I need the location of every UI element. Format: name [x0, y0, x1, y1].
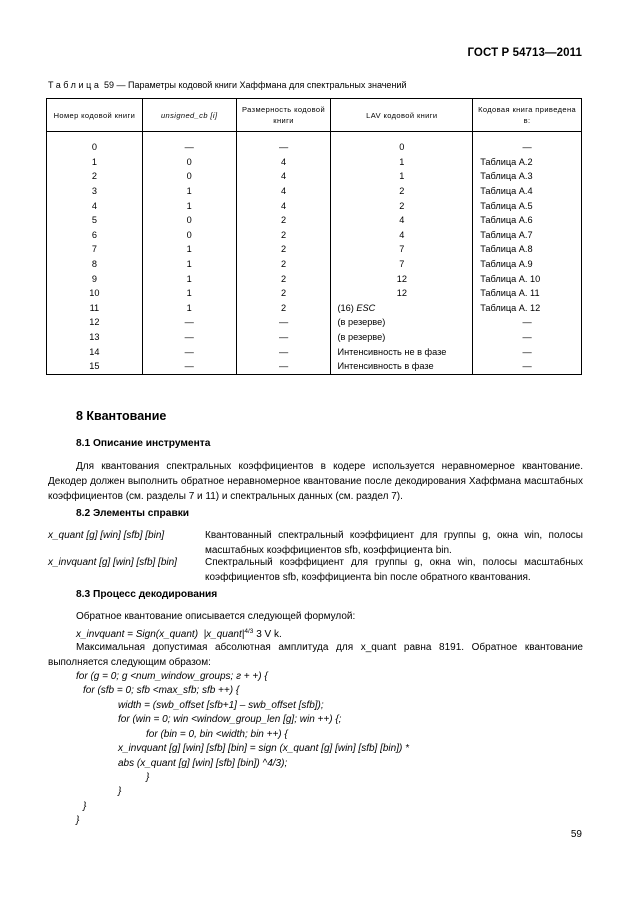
cell-lav: (в резерве) — [331, 315, 473, 330]
cell-unsigned-cb: 1 — [142, 301, 236, 316]
cell-lav: (в резерве) — [331, 330, 473, 345]
table-row — [47, 155, 582, 170]
table-row — [47, 198, 582, 213]
cell-unsigned-cb: 1 — [142, 184, 236, 199]
cell-unsigned-cb: — — [142, 359, 236, 374]
code-line: } — [83, 801, 87, 812]
cell-reference: Таблица А.4 — [473, 184, 582, 199]
cell-reference: Таблица А.7 — [473, 228, 582, 243]
cell-codebook-number: 11 — [47, 301, 143, 316]
table-caption — [48, 80, 406, 90]
cell-unsigned-cb: 0 — [142, 228, 236, 243]
esc-label: ESC — [356, 302, 376, 313]
section-8-3-title: 8.3 Процесс декодирования — [76, 589, 218, 600]
section-8-3-text: Максимальная допустимая абсолютная амплитуда для x_quant равна 8191. Обратное квантование выполняется следующим образом: — [48, 642, 583, 668]
cell-unsigned-cb: — — [142, 315, 236, 330]
definition-desc: Квантованный спектральный коэффициент для группы g, окна win, полосы масштабных коэффициентов sfb, коэффициента bin. — [205, 530, 583, 556]
cell-lav: 1 — [331, 155, 473, 170]
cell-dimension: 4 — [236, 155, 331, 170]
table-row — [47, 286, 582, 301]
code-line: x_invquant [g] [win] [sfb] [bin] = sign (x_quant [g] [win] [sfb] [bin]) * — [118, 743, 409, 754]
cell-lav: 12 — [331, 271, 473, 286]
cell-lav: 12 — [331, 286, 473, 301]
cell-unsigned-cb: 0 — [142, 213, 236, 228]
standard-number: ГОСТ Р 54713—2011 — [467, 47, 582, 59]
cell-lav: 7 — [331, 257, 473, 272]
cell-codebook-number: 8 — [47, 257, 143, 272]
cell-lav: 2 — [331, 198, 473, 213]
table-row — [47, 315, 582, 330]
cell-reference: Таблица А. 10 — [473, 271, 582, 286]
table-header-row — [47, 99, 582, 132]
table-row — [47, 213, 582, 228]
code-line: for (bin = 0, bin <width; bin ++) { — [146, 729, 288, 740]
cell-reference: Таблица А.6 — [473, 213, 582, 228]
cell-dimension: 2 — [236, 301, 331, 316]
cell-codebook-number: 3 — [47, 184, 143, 199]
cell-dimension: 2 — [236, 286, 331, 301]
code-line: width = (swb_offset [sfb+1] – swb_offset [sfb]); — [118, 700, 324, 711]
cell-unsigned-cb: 0 — [142, 169, 236, 184]
section-8-2-title: 8.2 Элементы справки — [76, 508, 190, 519]
cell-lav: 7 — [331, 242, 473, 257]
cell-unsigned-cb: 1 — [142, 198, 236, 213]
table-caption-text: 59 — Параметры кодовой книги Хаффмана для спектральных значений — [101, 80, 407, 90]
cell-codebook-number: 15 — [47, 359, 143, 374]
cell-lav: 4 — [331, 213, 473, 228]
cell-unsigned-cb: 0 — [142, 155, 236, 170]
cell-dimension: — — [236, 344, 331, 359]
table-row — [47, 359, 582, 374]
cell-unsigned-cb: 1 — [142, 257, 236, 272]
section-8-1-title: 8.1 Описание инструмента — [76, 438, 211, 449]
cell-codebook-number: 12 — [47, 315, 143, 330]
cell-unsigned-cb: — — [142, 140, 236, 155]
cell-dimension: 2 — [236, 213, 331, 228]
cell-dimension: 2 — [236, 257, 331, 272]
code-line: } — [146, 772, 150, 783]
cell-dimension: 4 — [236, 169, 331, 184]
cell-reference: Таблица А.9 — [473, 257, 582, 272]
cell-reference: — — [473, 330, 582, 345]
formula-exponent: 4/3 — [244, 628, 254, 635]
table-row — [47, 184, 582, 199]
cell-dimension: — — [236, 359, 331, 374]
header-unsigned-cb: unsigned_cb [i] — [142, 99, 236, 132]
cell-reference: Таблица А. 11 — [473, 286, 582, 301]
cell-reference: Таблица А.5 — [473, 198, 582, 213]
section-8-title: 8 Квантование — [76, 409, 167, 423]
cell-reference: — — [473, 140, 582, 155]
formula-tail: 3 V k. — [253, 629, 282, 640]
cell-unsigned-cb: — — [142, 330, 236, 345]
cell-codebook-number: 4 — [47, 198, 143, 213]
table-row — [47, 140, 582, 155]
table-row — [47, 301, 582, 316]
cell-codebook-number: 10 — [47, 286, 143, 301]
cell-codebook-number: 5 — [47, 213, 143, 228]
table-row — [47, 242, 582, 257]
cell-codebook-number: 14 — [47, 344, 143, 359]
table-row — [47, 271, 582, 286]
table-row — [47, 330, 582, 345]
code-line: } — [118, 786, 122, 797]
cell-lav: (16) ESC — [331, 301, 473, 316]
header-lav: LAV кодовой книги — [331, 99, 473, 132]
cell-lav: Интенсивность в фазе — [331, 359, 473, 374]
table-spacer-row — [47, 132, 582, 141]
cell-codebook-number: 6 — [47, 228, 143, 243]
cell-dimension: — — [236, 140, 331, 155]
code-line: for (g = 0; g <num_window_groups; г + +) { — [76, 671, 268, 682]
table-body — [47, 132, 582, 375]
header-reference: Кодовая книга приведена в: — [473, 99, 582, 132]
section-8-3-intro: Обратное квантование описывается следующей формулой: — [76, 611, 356, 622]
cell-dimension: 2 — [236, 228, 331, 243]
cell-dimension: 2 — [236, 242, 331, 257]
page-number: 59 — [570, 829, 582, 840]
codebook-table — [46, 98, 582, 375]
cell-codebook-number: 7 — [47, 242, 143, 257]
table-row — [47, 257, 582, 272]
cell-dimension: — — [236, 315, 331, 330]
table-caption-word: Таблица — [48, 80, 102, 90]
cell-dimension: 4 — [236, 184, 331, 199]
cell-unsigned-cb: 1 — [142, 286, 236, 301]
cell-reference: — — [473, 359, 582, 374]
cell-dimension: 2 — [236, 271, 331, 286]
cell-codebook-number: 0 — [47, 140, 143, 155]
code-line: for (sfb = 0; sfb <max_sfb; sfb ++) { — [83, 685, 240, 696]
cell-dimension: 4 — [236, 198, 331, 213]
cell-reference: Таблица А.3 — [473, 169, 582, 184]
cell-reference: Таблица А.2 — [473, 155, 582, 170]
code-line: for (win = 0; win <window_group_len [g]; win ++) {; — [118, 714, 342, 725]
definition-term: x_invquant [g] [win] [sfb] [bin] — [48, 557, 177, 568]
cell-reference: — — [473, 344, 582, 359]
cell-reference: Таблица А. 12 — [473, 301, 582, 316]
definition-term: x_quant [g] [win] [sfb] [bin] — [48, 530, 165, 541]
cell-lav: 4 — [331, 228, 473, 243]
cell-lav: 1 — [331, 169, 473, 184]
cell-dimension: — — [236, 330, 331, 345]
code-line: } — [76, 815, 80, 826]
formula-main: x_invquant = Sign(x_quant) |x_quant| — [76, 629, 245, 640]
cell-codebook-number: 1 — [47, 155, 143, 170]
code-line: abs (x_quant [g] [win] [sfb] [bin]) ^4/3); — [118, 758, 288, 769]
table-row — [47, 169, 582, 184]
table-row — [47, 228, 582, 243]
cell-lav: 2 — [331, 184, 473, 199]
table-row — [47, 344, 582, 359]
cell-codebook-number: 13 — [47, 330, 143, 345]
cell-codebook-number: 9 — [47, 271, 143, 286]
cell-reference: Таблица А.8 — [473, 242, 582, 257]
cell-lav: Интенсивность не в фазе — [331, 344, 473, 359]
cell-unsigned-cb: 1 — [142, 271, 236, 286]
definition-desc: Спектральный коэффициент для группы g, окна win, полосы масштабных коэффициентов sfb, коэффициента bin после обратного квантования. — [205, 557, 583, 583]
cell-reference: — — [473, 315, 582, 330]
section-8-1-text: Для квантования спектральных коэффициентов в кодере используется неравномерное квантование. Декодер должен выполнить обратное неравномерное квантование после декодирования Хаффмана масштабных коэффициентов (см. разделы 7 и 11) и спектральных данных (см. раздел 7). — [48, 461, 583, 502]
cell-unsigned-cb: 1 — [142, 242, 236, 257]
cell-unsigned-cb: — — [142, 344, 236, 359]
cell-codebook-number: 2 — [47, 169, 143, 184]
header-codebook-number: Номер кодовой книги — [47, 99, 143, 132]
header-dimension: Размерность кодовой книги — [236, 99, 331, 132]
cell-lav: 0 — [331, 140, 473, 155]
